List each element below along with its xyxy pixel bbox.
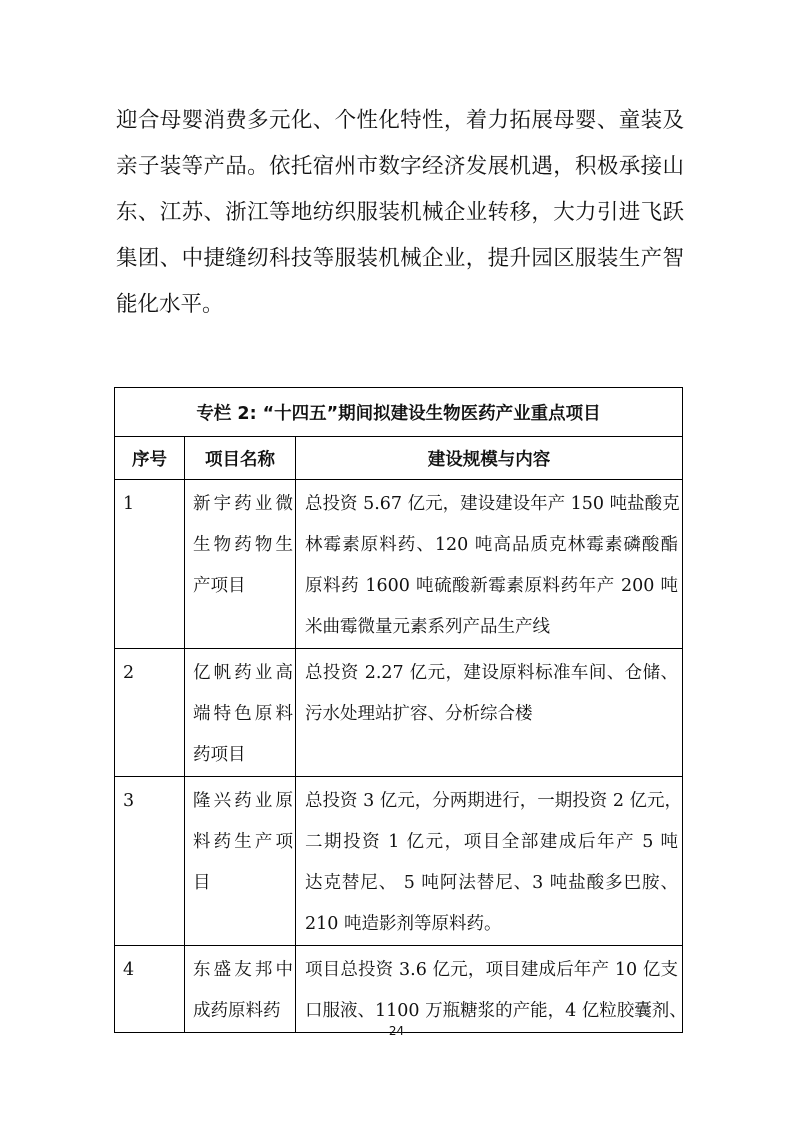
project-table	[114, 387, 687, 1033]
body-paragraph	[116, 98, 684, 328]
table-row	[115, 946, 683, 1033]
row-index-text: 1	[123, 494, 135, 514]
content-line: 米曲霉微量元素系列产品生产线	[305, 617, 550, 637]
table-row	[115, 480, 683, 649]
row-project-name	[185, 946, 296, 1033]
name-line: 成药原料药	[193, 1001, 281, 1021]
paragraph-line: 集团、中捷缝纫科技等服装机械企业，提升园区服装生产智	[116, 246, 684, 271]
content-line: 林霉素原料药、120 吨高品质克林霉素磷酸酯	[305, 535, 678, 555]
name-line: 隆兴药业原	[193, 791, 293, 811]
content-line: 达克替尼、 5 吨阿法替尼、3 吨盐酸多巴胺、	[305, 873, 678, 893]
table-row	[115, 649, 683, 777]
table-row	[115, 777, 683, 946]
content-line: 项目总投资 3.6 亿元，项目建成后年产 10 亿支	[305, 960, 678, 980]
header-content: 建设规模与内容	[296, 437, 683, 480]
name-line: 新宇药业微	[193, 494, 293, 514]
row-content	[296, 480, 683, 649]
content-line: 污水处理站扩容、分析综合楼	[305, 704, 533, 724]
name-line: 产项目	[193, 576, 246, 596]
content-line: 总投资 2.27 亿元，建设原料标准车间、仓储、	[305, 663, 678, 683]
name-line: 生物药物生	[193, 535, 293, 555]
table-header-row	[115, 437, 683, 480]
header-project-name: 项目名称	[185, 437, 296, 480]
name-line: 东盛友邦中	[193, 960, 293, 980]
content-line: 原料药 1600 吨硫酸新霉素原料药年产 200 吨	[305, 576, 678, 596]
paragraph-line: 东、江苏、浙江等地纺织服装机械企业转移，大力引进飞跃	[116, 200, 684, 225]
name-line: 端特色原料	[193, 704, 293, 724]
name-line: 药项目	[193, 745, 246, 765]
header-index: 序号	[115, 437, 185, 480]
row-index	[115, 946, 185, 1033]
name-line: 亿帆药业高	[193, 663, 293, 683]
page-number: 24	[388, 1024, 405, 1038]
row-index	[115, 480, 185, 649]
row-content	[296, 946, 687, 1033]
table-title: 专栏 2: “十四五”期间拟建设生物医药产业重点项目	[115, 388, 683, 437]
content-line: 总投资 5.67 亿元，建设建设年产 150 吨盐酸克	[305, 494, 680, 514]
paragraph-line: 亲子装等产品。依托宿州市数字经济发展机遇，积极承接山	[116, 154, 684, 179]
name-line: 目	[193, 873, 211, 893]
row-content	[296, 777, 683, 946]
paragraph-line: 迎合母婴消费多元化、个性化特性，着力拓展母婴、童装及	[116, 108, 684, 133]
content-line: 210 吨造影剂等原料药。	[305, 914, 502, 934]
name-line: 料药生产项	[193, 832, 293, 852]
row-index	[115, 777, 185, 946]
content-line: 口服液、1100 万瓶糖浆的产能，4 亿粒胶囊剂、	[305, 1001, 687, 1021]
row-index-text: 2	[123, 663, 135, 683]
content-line: 总投资 3 亿元，分两期进行，一期投资 2 亿元，	[305, 791, 683, 811]
row-project-name	[185, 777, 296, 946]
row-index-text: 4	[123, 960, 135, 980]
row-index-text: 3	[123, 791, 135, 811]
row-project-name	[185, 649, 296, 777]
row-project-name	[185, 480, 296, 649]
row-index	[115, 649, 185, 777]
content-line: 二期投资 1 亿元，项目全部建成后年产 5 吨	[305, 832, 678, 852]
row-content	[296, 649, 683, 777]
paragraph-line: 能化水平。	[116, 292, 224, 317]
